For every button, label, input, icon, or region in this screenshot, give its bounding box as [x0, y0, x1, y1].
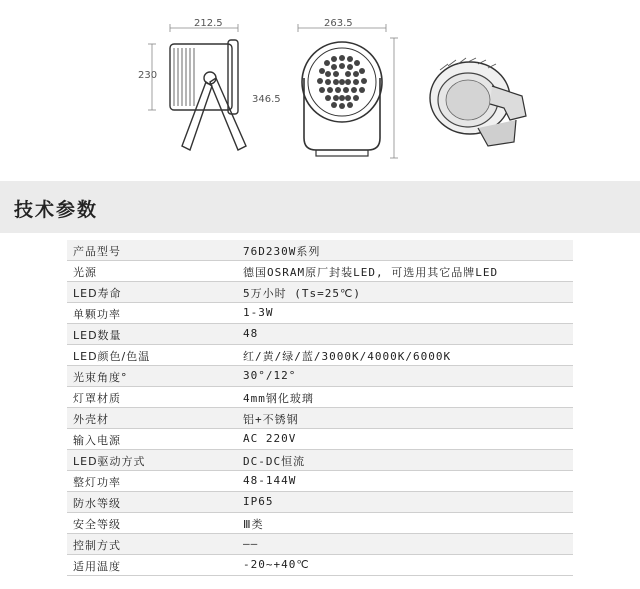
spec-row [67, 261, 573, 282]
section-title: 技术参数 [14, 199, 99, 221]
dim-front-height: 346.5 [252, 94, 281, 105]
front-view-drawing [290, 18, 400, 168]
spec-value: 红/黄/绿/蓝/3000K/4000K/6000K [243, 350, 452, 363]
dim-side-width: 212.5 [194, 18, 223, 29]
spec-label: 控制方式 [73, 539, 121, 552]
spec-label: 适用温度 [73, 560, 121, 573]
spec-label: 光束角度° [73, 371, 128, 384]
spec-value: 德国OSRAM原厂封装LED, 可选用其它品牌LED [243, 266, 499, 279]
spec-value: 1-3W [243, 306, 274, 319]
spec-value: 76D230W系列 [243, 245, 321, 258]
spec-row [67, 345, 573, 366]
spec-row [67, 303, 573, 324]
spec-value: DC-DC恒流 [243, 455, 306, 468]
spec-value: -20~+40℃ [243, 558, 310, 571]
spec-row [67, 324, 573, 345]
spec-label: 外壳材 [73, 413, 109, 426]
spec-label: 整灯功率 [73, 476, 121, 489]
spec-label: 输入电源 [73, 434, 121, 447]
spec-row [67, 534, 573, 555]
spec-value: AC 220V [243, 432, 297, 445]
spec-label: 安全等级 [73, 518, 121, 531]
spec-row [67, 366, 573, 387]
spec-label: 光源 [73, 266, 97, 279]
spec-value: —— [243, 537, 259, 550]
spec-row [67, 450, 573, 471]
spec-label: 灯罩材质 [73, 392, 121, 405]
spec-row [67, 240, 573, 261]
spec-label: LED颜色/色温 [73, 350, 151, 363]
spec-value: 48 [243, 327, 259, 340]
spec-value: IP65 [243, 495, 274, 508]
section-header [0, 181, 640, 233]
spec-label: 产品型号 [73, 245, 121, 258]
spec-label: 单颗功率 [73, 308, 121, 321]
spec-row [67, 471, 573, 492]
spec-row [67, 492, 573, 513]
spec-row [67, 429, 573, 450]
spec-value: 铝+不锈钢 [243, 413, 299, 426]
spec-label: LED驱动方式 [73, 455, 146, 468]
spec-value: 48-144W [243, 474, 297, 487]
spec-label: 防水等级 [73, 497, 121, 510]
spec-table [67, 240, 573, 576]
dim-side-height: 230 [138, 70, 158, 81]
spec-value: 30°/12° [243, 369, 297, 382]
spec-label: LED寿命 [73, 287, 122, 300]
spec-row [67, 387, 573, 408]
dim-front-width: 263.5 [324, 18, 353, 29]
spec-row [67, 408, 573, 429]
spec-value: Ⅲ类 [243, 518, 264, 531]
product-drawings [0, 0, 640, 180]
spec-row [67, 513, 573, 534]
side-view-drawing [140, 18, 270, 158]
spec-row [67, 282, 573, 303]
spec-value: 4mm钢化玻璃 [243, 392, 314, 405]
spec-label: LED数量 [73, 329, 122, 342]
spec-row [67, 555, 573, 576]
perspective-view-drawing [418, 42, 538, 172]
spec-value: 5万小时 (Ts=25℃) [243, 287, 361, 300]
